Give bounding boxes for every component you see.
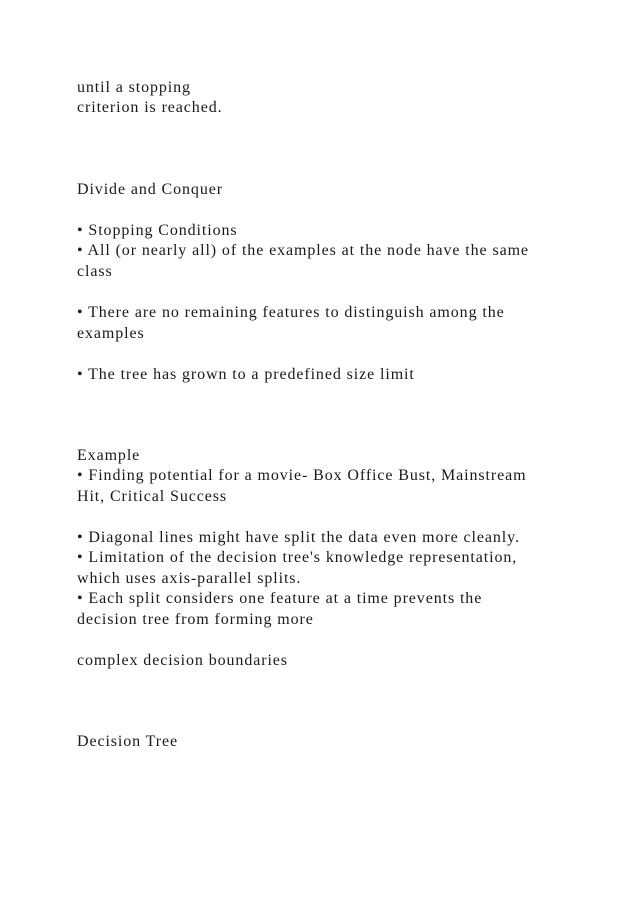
bullet-item: • The tree has grown to a predefined size limit <box>77 366 415 383</box>
bullet-item: • Each split considers one feature at a time prevents the <box>77 590 483 607</box>
section-heading-decision-tree: Decision Tree <box>77 733 179 750</box>
bullet-item: • All (or nearly all) of the examples at the node have the same <box>77 242 529 259</box>
section-heading-example: Example <box>77 447 141 464</box>
bullet-item: • Limitation of the decision tree's knowledge representation, <box>77 549 518 566</box>
bullet-item: • Stopping Conditions <box>77 222 238 239</box>
text-line: which uses axis-parallel splits. <box>77 570 302 587</box>
text-line: Hit, Critical Success <box>77 488 227 505</box>
text-line: criterion is reached. <box>77 99 223 116</box>
text-line: decision tree from forming more <box>77 611 314 628</box>
text-line: until a stopping <box>77 79 191 96</box>
text-line: examples <box>77 325 145 342</box>
bullet-item: • There are no remaining features to distinguish among the <box>77 304 505 321</box>
text-line: complex decision boundaries <box>77 652 288 669</box>
section-heading-divide-and-conquer: Divide and Conquer <box>77 181 223 198</box>
bullet-item: • Finding potential for a movie- Box Office Bust, Mainstream <box>77 467 527 484</box>
text-line: class <box>77 263 113 280</box>
bullet-item: • Diagonal lines might have split the data even more cleanly. <box>77 529 520 546</box>
